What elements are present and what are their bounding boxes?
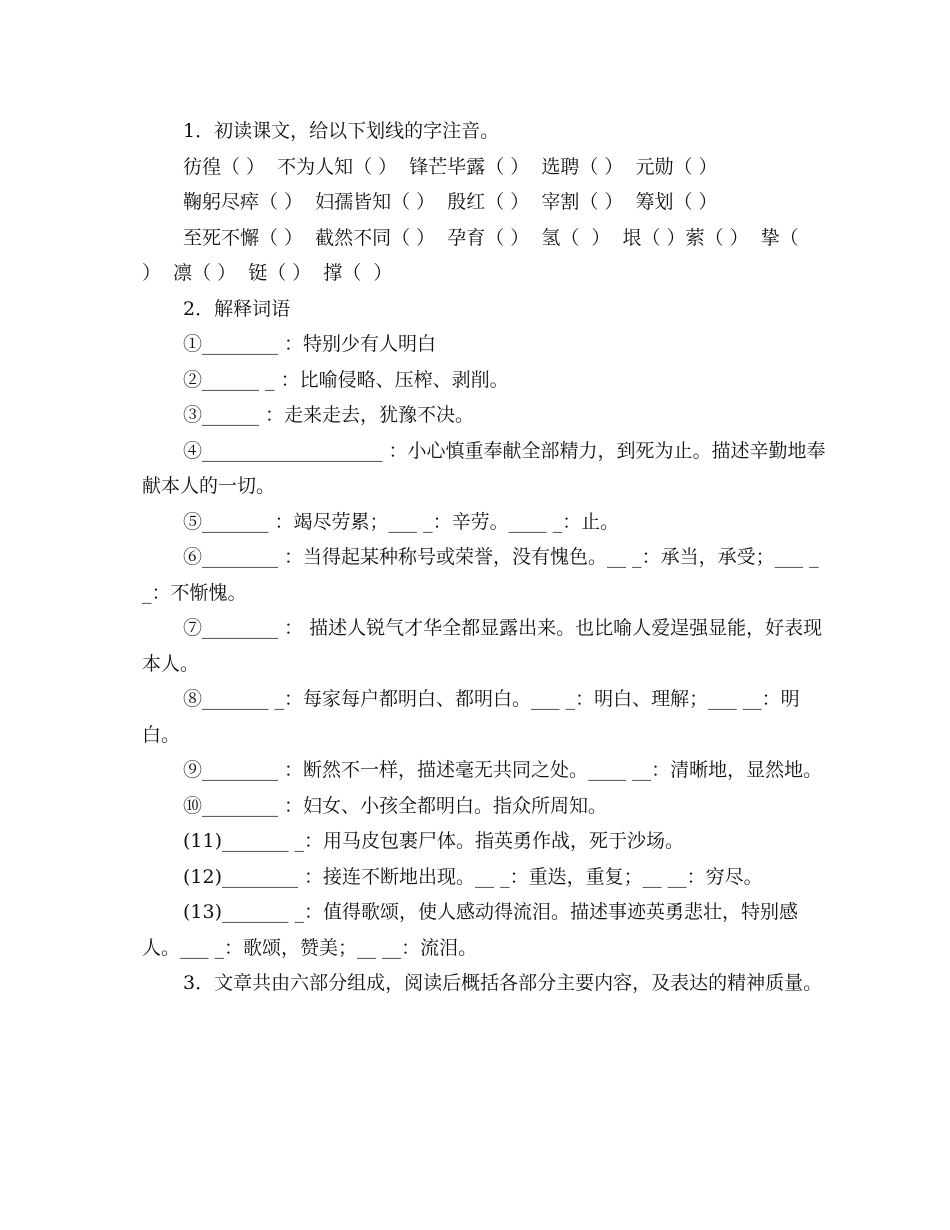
definition-item-3: ③______ ：走来走去，犹豫不决。 xyxy=(183,404,475,426)
definition-item-2: ②______ _ ：比喻侵略、压榨、剥削。 xyxy=(183,368,509,391)
question-3-heading: 3．文章共由六部分组成，阅读后概括各部分主要内容，及表达的精神质量。 xyxy=(183,972,823,994)
definition-item-5: ⑤_______ ：竭尽劳累；___ _：辛劳。____ _：止。 xyxy=(183,510,620,533)
definition-item-6: ⑥________ ：当得起某种称号或荣誉，没有愧色。__ _：承当，承受；___ __：不惭愧。 xyxy=(142,546,819,604)
document-body xyxy=(142,114,826,1002)
pinyin-line-1: 彷徨（ ） 不为人知（ ） 锋芒毕露（ ） 选聘（ ） 元勋（ ） xyxy=(183,155,718,178)
definition-item-12: (12)________ ：接连不断地出现。__ _：重迭，重复；__ __：穷尽。 xyxy=(183,865,763,888)
definition-item-1: ①________ ：特别少有人明白 xyxy=(183,333,437,355)
definition-item-10: ⑩________ ：妇女、小孩全都明白。指众所周知。 xyxy=(183,794,608,817)
definition-item-9: ⑨________ ：断然不一样，描述毫无共同之处。____ __：清晰地，显然地。 xyxy=(183,759,823,781)
definition-item-7: ⑦________ ： 描述人锐气才华全都显露出来。也比喻人爱逞强显能，好表现本人。 xyxy=(142,617,823,675)
definition-item-11: (11)_______ _：用马皮包裹尸体。指英勇作战，死于沙场。 xyxy=(183,830,685,852)
definition-item-4: ④___________________ ：小心慎重奉献全部精力，到死为止。描述辛勤地奉献本人的一切。 xyxy=(142,439,826,497)
definition-item-13: (13)_______ _：值得歌颂，使人感动得流泪。描述事迹英勇悲壮，特别感人。___ _：歌颂，赞美；__ __：流泪。 xyxy=(142,901,799,959)
pinyin-line-2: 鞠躬尽瘁（ ） 妇孺皆知（ ） 殷红（ ） 宰割（ ） 筹划（ ） xyxy=(183,191,718,213)
question-2-heading: 2．解释词语 xyxy=(183,297,291,320)
definition-item-8: ⑧_______ _：每家每户都明白、都明白。___ _：明白、理解；___ __：明白。 xyxy=(142,688,800,746)
pinyin-line-3: 至死不懈（ ） 截然不同（ ） 孕育（ ） 氢（ ） 垠（ ）萦（ ） 挚（ ） 凛（ ） 铤（ ） 撑（ ） xyxy=(142,226,811,284)
question-1-heading: 1．初读课文，给以下划线的字注音。 xyxy=(183,120,500,142)
